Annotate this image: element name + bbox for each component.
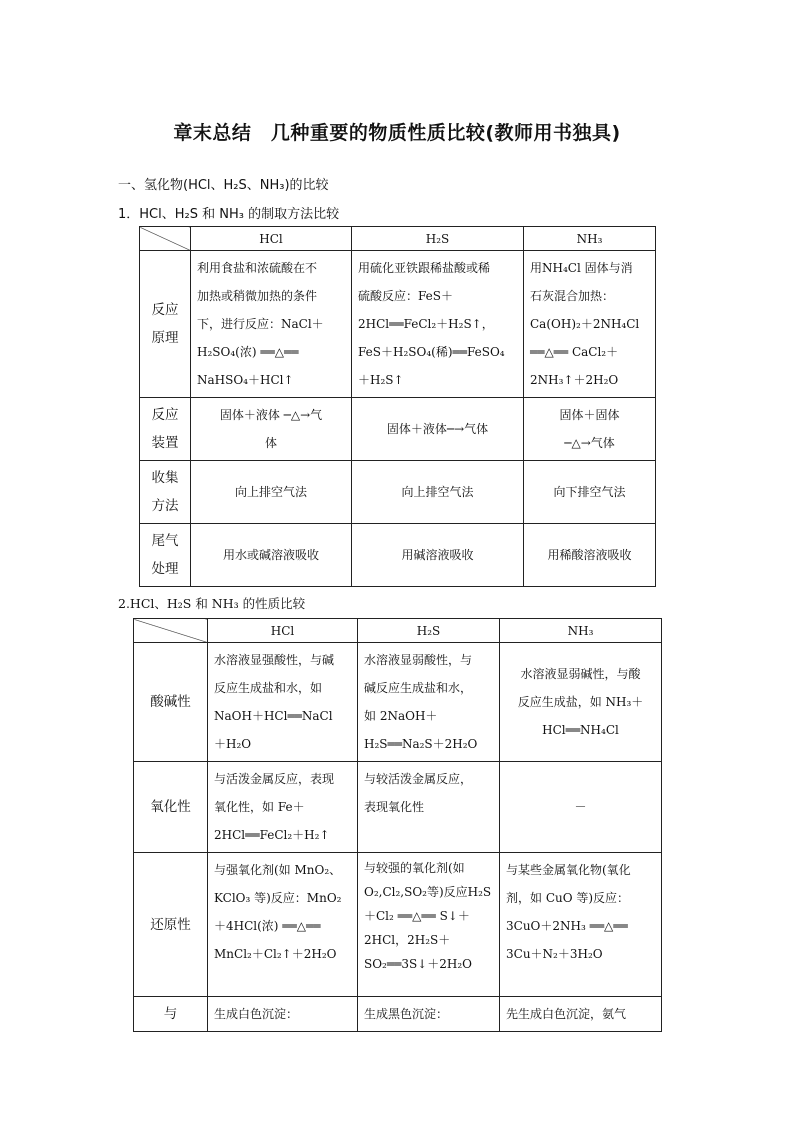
row-label: 氧化性: [134, 762, 208, 853]
table-cell: 用NH₄Cl 固体与消 石灰混合加热： Ca(OH)₂＋2NH₄Cl ══△══ CaCl₂＋ 2NH₃↑＋2H₂O: [524, 251, 656, 398]
table-cell: 向上排空气法: [191, 461, 352, 524]
table-row: [140, 461, 656, 524]
section-heading: 一、氢化物(HCl、H₂S、NH₃)的比较: [118, 178, 329, 193]
table-cell: 固体＋液体 ─△→气 体: [191, 398, 352, 461]
table-cell: 水溶液显弱酸性，与 碱反应生成盐和水， 如 2NaOH＋ H₂S══Na₂S＋2H₂O: [358, 643, 500, 762]
table-cell: 水溶液显弱碱性，与酸 反应生成盐，如 NH₃＋ HCl══NH₄Cl: [500, 643, 662, 762]
table-cell: 固体＋液体─→气体: [352, 398, 524, 461]
row-label: 尾气 处理: [140, 524, 191, 587]
table-cell: 利用食盐和浓硫酸在不 加热或稍微加热的条件 下，进行反应：NaCl＋ H₂SO₄(浓) ══△══ NaHSO₄＋HCl↑: [191, 251, 352, 398]
table-row: [134, 762, 662, 853]
table-cell: 固体＋固体 ─△→气体: [524, 398, 656, 461]
row-label: 反应 原理: [140, 251, 191, 398]
row-label: 反应 装置: [140, 398, 191, 461]
table-cell: 向下排空气法: [524, 461, 656, 524]
table-cell: 生成黑色沉淀：: [358, 997, 500, 1032]
preparation-table: [139, 226, 656, 587]
row-label: 还原性: [134, 853, 208, 997]
column-header: NH₃: [524, 227, 656, 251]
page-title: 章末总结 几种重要的物质性质比较(教师用书独具): [173, 122, 621, 144]
table-cell: 与活泼金属反应，表现 氧化性，如 Fe＋ 2HCl══FeCl₂＋H₂↑: [208, 762, 358, 853]
table-row: [134, 997, 662, 1032]
table-header-row: [140, 227, 656, 251]
table-cell: 用碱溶液吸收: [352, 524, 524, 587]
table-cell: 向上排空气法: [352, 461, 524, 524]
column-header: H₂S: [358, 619, 500, 643]
column-header: HCl: [191, 227, 352, 251]
table-cell: 与某些金属氧化物(氧化 剂，如 CuO 等)反应： 3CuO＋2NH₃ ══△══ 3Cu＋N₂＋3H₂O: [500, 853, 662, 997]
table-cell: 先生成白色沉淀，氨气: [500, 997, 662, 1032]
table-header-row: [134, 619, 662, 643]
table-cell: 用水或碱溶液吸收: [191, 524, 352, 587]
table-cell: 与较强的氧化剂(如 O₂,Cl₂,SO₂等)反应H₂S ＋Cl₂ ══△══ S↓＋ 2HCl，2H₂S＋ SO₂══3S↓＋2H₂O: [358, 853, 500, 997]
table1-caption: 1．HCl、H₂S 和 NH₃ 的制取方法比较: [118, 207, 340, 222]
table-cell: 水溶液显强酸性，与碱 反应生成盐和水，如 NaOH＋HCl══NaCl ＋H₂O: [208, 643, 358, 762]
table-cell: 用硫化亚铁跟稀盐酸或稀 硫酸反应：FeS＋ 2HCl══FeCl₂＋H₂S↑， FeS＋H₂SO₄(稀)══FeSO₄ ＋H₂S↑: [352, 251, 524, 398]
column-header: NH₃: [500, 619, 662, 643]
table-row: [140, 398, 656, 461]
table-row: [140, 524, 656, 587]
row-label: 与: [134, 997, 208, 1032]
column-header: H₂S: [352, 227, 524, 251]
table-row: [140, 251, 656, 398]
table-cell: 与较活泼金属反应， 表现氧化性: [358, 762, 500, 853]
table-cell: －: [500, 762, 662, 853]
table-cell: 生成白色沉淀：: [208, 997, 358, 1032]
row-label: 收集 方法: [140, 461, 191, 524]
table-row: [134, 643, 662, 762]
row-label: 酸碱性: [134, 643, 208, 762]
properties-table: [133, 618, 662, 1032]
table-cell: 用稀酸溶液吸收: [524, 524, 656, 587]
column-header: HCl: [208, 619, 358, 643]
table-cell: 与强氧化剂(如 MnO₂、 KClO₃ 等)反应：MnO₂ ＋4HCl(浓) ══△══ MnCl₂＋Cl₂↑＋2H₂O: [208, 853, 358, 997]
header-corner-cell: [134, 619, 208, 643]
table2-caption: 2.HCl、H₂S 和 NH₃ 的性质比较: [118, 596, 306, 611]
header-corner-cell: [140, 227, 191, 251]
table-row: [134, 853, 662, 997]
